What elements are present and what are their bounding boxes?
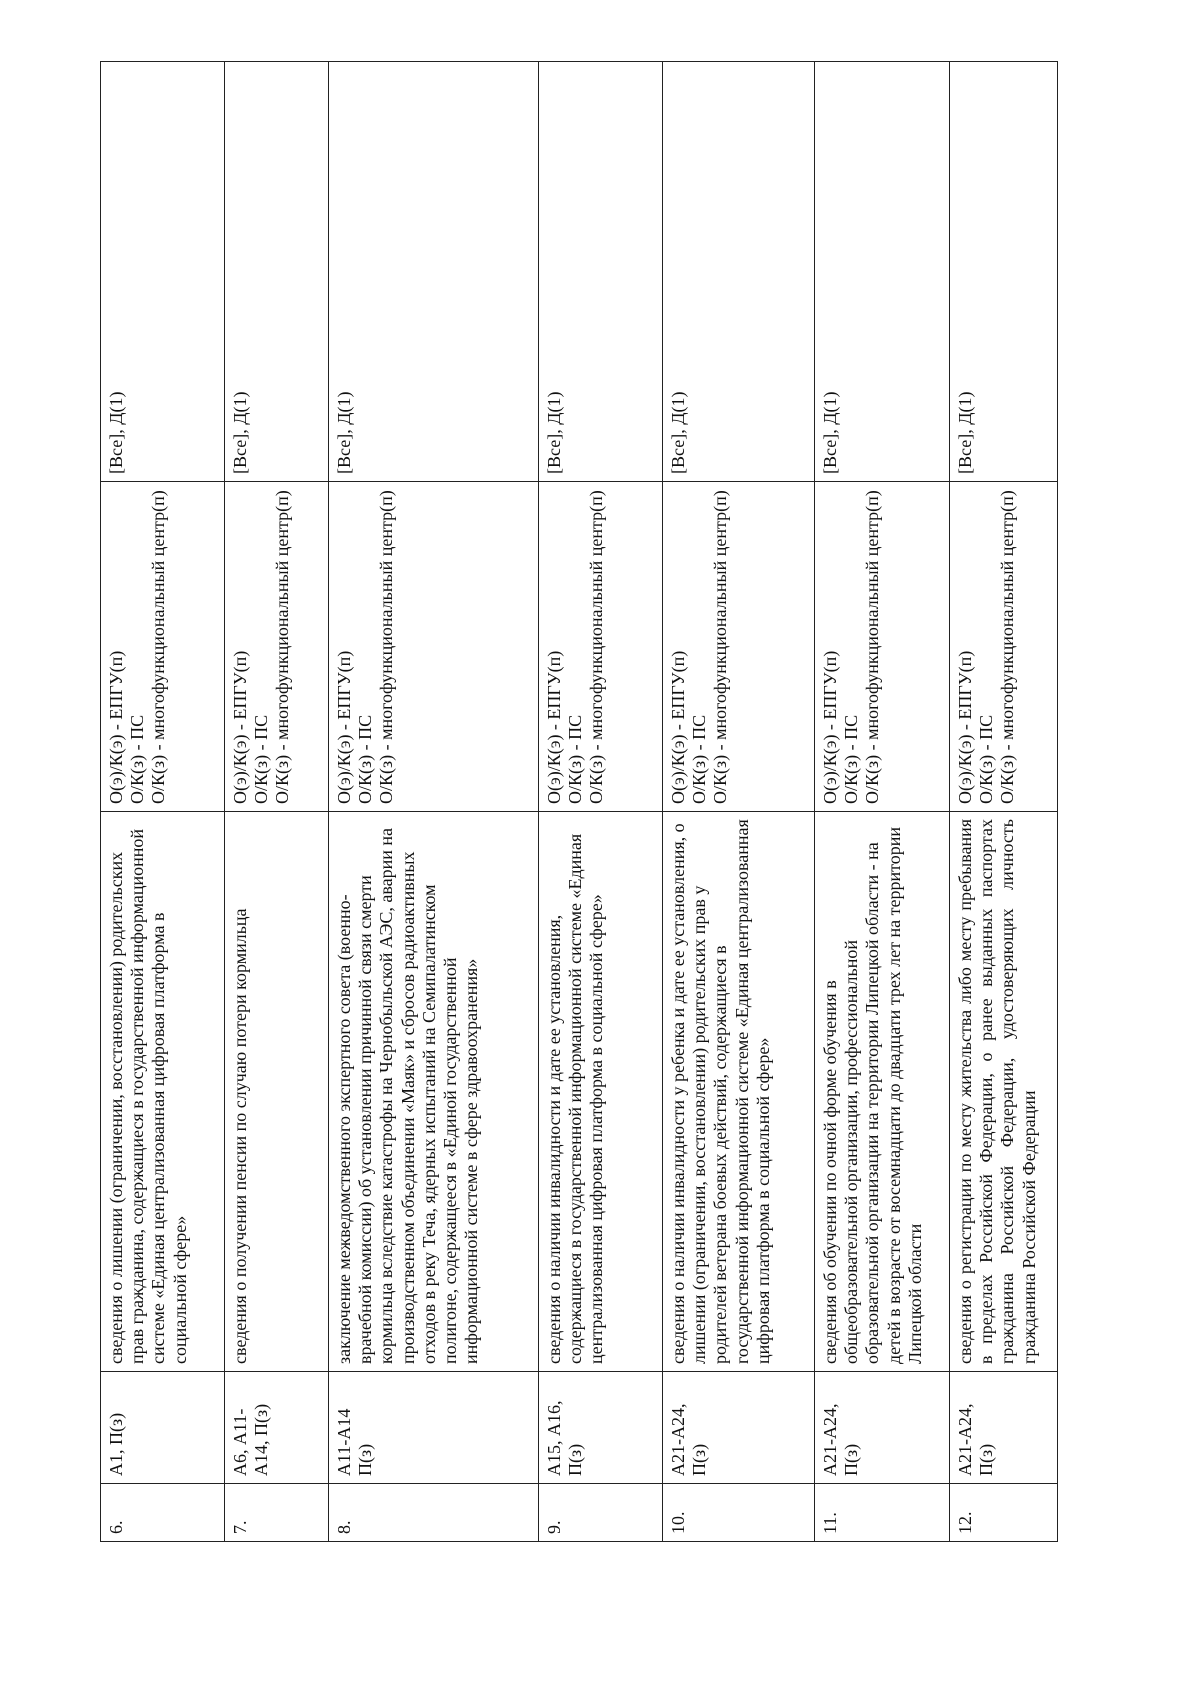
row-access: [Все], Д(1) (815, 62, 950, 482)
row-number: 9. (539, 1484, 663, 1542)
table-row (225, 62, 329, 1542)
channel-line: О/К(з) - многофункциональный центр(п) (376, 490, 397, 804)
channel-line: О(э)/К(э) - ЕПГУ(п) (334, 650, 354, 804)
table-row (101, 62, 225, 1542)
channel-line: О/К(з) - ПС (841, 714, 862, 804)
row-code: А21-А24, П(з) (663, 1372, 815, 1484)
channel-line: О/К(з) - ПС (689, 714, 710, 804)
row-code: А21-А24, П(з) (950, 1372, 1058, 1484)
row-channels (950, 482, 1058, 812)
row-number: 12. (950, 1484, 1058, 1542)
channel-line: О/К(з) - многофункциональный центр(п) (710, 490, 731, 804)
row-code: А15, А16, П(з) (539, 1372, 663, 1484)
row-number: 8. (329, 1484, 539, 1542)
channel-line: О/К(з) - ПС (127, 714, 148, 804)
table-row (950, 62, 1058, 1542)
row-channels (663, 482, 815, 812)
row-description: заключение межведомственного экспертного совета (военно-врачебной комиссии) об установлении причинной связи смерти кормильца вследствие катастрофы на Чернобыльской АЭС, аварии на производственном объединении «Маяк» и сбросов радиоактивных отходов в реку Теча, ядерных испытаний на Семипалатинском полигоне, содержащееся в «Единой государственной информационной системе в сфере здравоохранения» (329, 812, 539, 1372)
row-number: 7. (225, 1484, 329, 1542)
channel-line: О/К(з) - многофункциональный центр(п) (148, 490, 169, 804)
table-row (539, 62, 663, 1542)
row-description: сведения о получении пенсии по случаю потери кормильца (225, 812, 329, 1372)
row-code: А11-А14 П(з) (329, 1372, 539, 1484)
channel-line: О/К(з) - ПС (565, 714, 586, 804)
row-access: [Все], Д(1) (663, 62, 815, 482)
channel-line: О/К(з) - многофункциональный центр(п) (862, 490, 883, 804)
channel-line: О(э)/К(э) - ЕПГУ(п) (106, 650, 126, 804)
row-code: А21-А24, П(з) (815, 1372, 950, 1484)
row-code: А6, А11-А14, П(з) (225, 1372, 329, 1484)
row-access: [Все], Д(1) (225, 62, 329, 482)
row-access: [Все], Д(1) (101, 62, 225, 482)
row-channels (329, 482, 539, 812)
channel-line: О(э)/К(э) - ЕПГУ(п) (230, 650, 250, 804)
row-description: сведения об обучении по очной форме обучения в общеобразовательной организации, профессиональной образовательной организации на территории Липецкой области - на детей в возрасте от восемнадцати до двадцати трех лет на территории Липецкой области (815, 812, 950, 1372)
row-channels (225, 482, 329, 812)
channel-line: О(э)/К(э) - ЕПГУ(п) (544, 650, 564, 804)
channel-line: О/К(з) - многофункциональный центр(п) (272, 490, 293, 804)
table-row (815, 62, 950, 1542)
row-access: [Все], Д(1) (329, 62, 539, 482)
channel-line: О/К(з) - многофункциональный центр(п) (586, 490, 607, 804)
channel-line: О(э)/К(э) - ЕПГУ(п) (955, 650, 975, 804)
row-number: 11. (815, 1484, 950, 1542)
row-access: [Все], Д(1) (950, 62, 1058, 482)
table-row (329, 62, 539, 1542)
row-channels (539, 482, 663, 812)
row-description: сведения о регистрации по месту жительства либо месту пребывания в пределах Российской Федерации, о ранее выданных паспортах гражданина Российской Федерации, удостоверяющих личность гражданина Российской Федерации (950, 812, 1058, 1372)
rotated-table-wrapper (100, 62, 1105, 1542)
channel-line: О(э)/К(э) - ЕПГУ(п) (668, 650, 688, 804)
channel-line: О/К(з) - многофункциональный центр(п) (997, 490, 1018, 804)
row-number: 6. (101, 1484, 225, 1542)
row-access: [Все], Д(1) (539, 62, 663, 482)
row-description: сведения о наличии инвалидности и дате ее установления, содержащиеся в государственной информационной системе «Единая централизованная цифровая платформа в социальной сфере» (539, 812, 663, 1372)
requirements-table (100, 61, 1058, 1542)
row-description: сведения о лишении (ограничении, восстановлении) родительских прав гражданина, содержащиеся в государственной информационной системе «Единая централизованная цифровая платформа в социальной сфере» (101, 812, 225, 1372)
row-channels (815, 482, 950, 812)
channel-line: О/К(з) - ПС (976, 714, 997, 804)
row-code: А1, П(з) (101, 1372, 225, 1484)
row-number: 10. (663, 1484, 815, 1542)
row-description: сведения о наличии инвалидности у ребенка и дате ее установления, о лишении (ограничении, восстановлении) родительских прав у родителей ветерана боевых действий, содержащиеся в государственной информационной системе «Единая централизованная цифровая платформа в социальной сфере» (663, 812, 815, 1372)
channel-line: О/К(з) - ПС (355, 714, 376, 804)
row-channels (101, 482, 225, 812)
channel-line: О(э)/К(э) - ЕПГУ(п) (820, 650, 840, 804)
channel-line: О/К(з) - ПС (251, 714, 272, 804)
table-row (663, 62, 815, 1542)
